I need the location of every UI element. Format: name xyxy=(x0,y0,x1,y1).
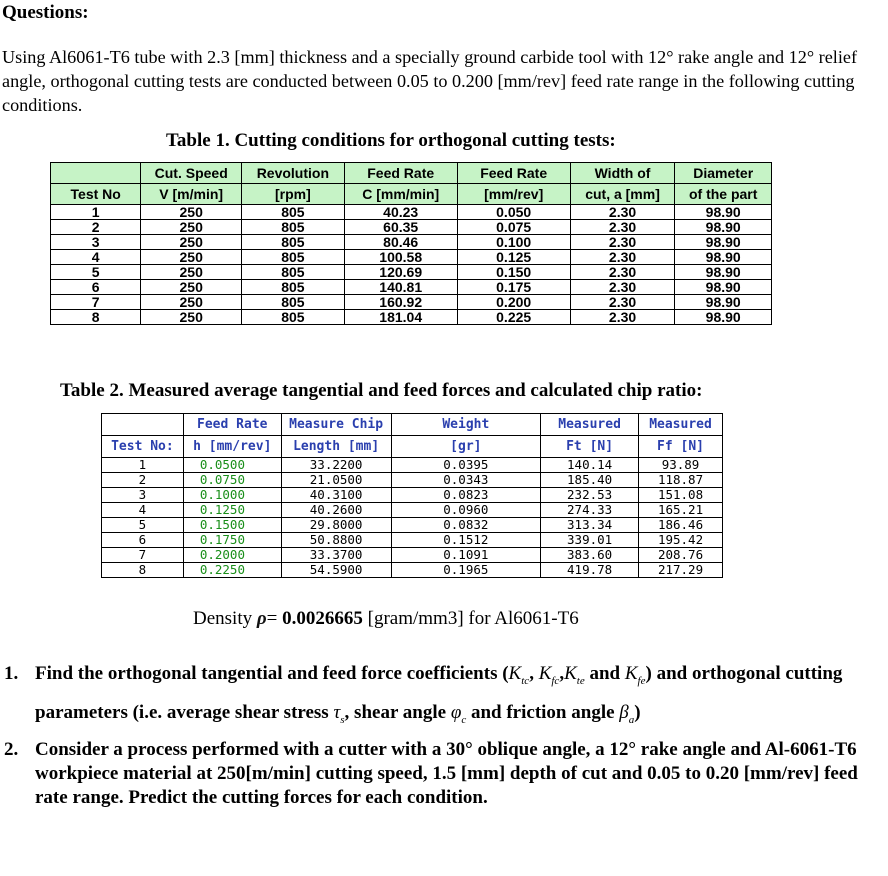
table2-cell: 208.76 xyxy=(639,548,723,563)
density-value: 0.0026665 xyxy=(282,608,363,629)
table1-cell: 98.90 xyxy=(675,265,772,280)
table1-cell: 2.30 xyxy=(570,310,675,325)
table2-cell: 0.0832 xyxy=(391,518,541,533)
table1-cell: 805 xyxy=(242,205,345,220)
k-te-symbol: $K_{te}$ xyxy=(564,663,585,687)
table1-header-cell: Cut. Speed xyxy=(141,163,242,184)
question-number: 2. xyxy=(4,738,19,760)
table2-cell: 232.53 xyxy=(541,488,639,503)
table2-header-cell: Measured xyxy=(541,414,639,436)
table2-header-cell: h [mm/rev] xyxy=(183,436,281,458)
table2-cell: 339.01 xyxy=(541,533,639,548)
table1-header-cell xyxy=(51,163,141,184)
table2-cell: 40.2600 xyxy=(281,503,391,518)
table1-cell: 0.125 xyxy=(457,250,570,265)
question-1: 1. Find the orthogonal tangential and feed force coefficients ($K_{tc}$, $K_{fc},K_{te}$ and $K_{fe}$) and orthogonal cutting parameters (i.e. average shear stress $\tau_s$, shear angle $\varphi_c$ and friction angle $\beta_a$) xyxy=(2,658,882,736)
table1-cell: 98.90 xyxy=(675,205,772,220)
table1-cell: 2.30 xyxy=(570,205,675,220)
phi-symbol: $\varphi_c$ xyxy=(450,701,467,726)
table1-cell: 6 xyxy=(51,280,141,295)
table2-cell: 50.8800 xyxy=(281,533,391,548)
table1-cell: 805 xyxy=(242,220,345,235)
table1-cell: 0.150 xyxy=(457,265,570,280)
table1-cell: 8 xyxy=(51,310,141,325)
table1-cell: 805 xyxy=(242,295,345,310)
table1-cell: 805 xyxy=(242,280,345,295)
table2-cell: 0.1091 xyxy=(391,548,541,563)
table2-header-top xyxy=(102,414,723,436)
table2-cell: 7 xyxy=(102,548,184,563)
table1-header-cell: Feed Rate xyxy=(344,163,457,184)
question-2 xyxy=(2,738,882,810)
table1-header-cell: Diameter xyxy=(675,163,772,184)
density-equals: = xyxy=(266,608,283,629)
table2-cell: 33.2200 xyxy=(281,458,391,473)
table2-cell: 0.1500 xyxy=(183,518,281,533)
table2-header-cell: Weight xyxy=(391,414,541,436)
table1-row xyxy=(51,310,772,325)
table1-cell: 1 xyxy=(51,205,141,220)
table1-cell: 2.30 xyxy=(570,250,675,265)
table2-header-cell xyxy=(102,414,184,436)
table2-cell: 419.78 xyxy=(541,563,639,578)
table2-cell: 217.29 xyxy=(639,563,723,578)
table1-cell: 2 xyxy=(51,220,141,235)
table2-cell: 0.1250 xyxy=(183,503,281,518)
table1-header-top xyxy=(51,163,772,184)
table1-cell: 160.92 xyxy=(344,295,457,310)
table1-cell: 98.90 xyxy=(675,250,772,265)
table1-header-cell: Revolution xyxy=(242,163,345,184)
table2-row xyxy=(102,563,723,578)
table1-cell: 0.100 xyxy=(457,235,570,250)
table2-cell: 1 xyxy=(102,458,184,473)
table1-header-cell: Feed Rate xyxy=(457,163,570,184)
table1-cell: 98.90 xyxy=(675,220,772,235)
question-text: , shear angle xyxy=(344,701,451,723)
table1-row xyxy=(51,265,772,280)
table2-cell: 4 xyxy=(102,503,184,518)
table2-cell: 29.8000 xyxy=(281,518,391,533)
table2-cell: 0.0395 xyxy=(391,458,541,473)
table1-cell: 2.30 xyxy=(570,235,675,250)
table2-row xyxy=(102,458,723,473)
table1-header-cell: Width of xyxy=(570,163,675,184)
table2-row xyxy=(102,533,723,548)
table2-header-bottom xyxy=(102,436,723,458)
table2-cell: 274.33 xyxy=(541,503,639,518)
table2-cell: 185.40 xyxy=(541,473,639,488)
table1-cell: 805 xyxy=(242,235,345,250)
table2-row xyxy=(102,488,723,503)
table1-cell: 2.30 xyxy=(570,265,675,280)
table2-cell: 8 xyxy=(102,563,184,578)
question-text: ) xyxy=(634,701,641,723)
table1-cell: 181.04 xyxy=(344,310,457,325)
table1-cell: 7 xyxy=(51,295,141,310)
table1-header-bottom xyxy=(51,184,772,205)
table1-header-cell: cut, a [mm] xyxy=(570,184,675,205)
table1-cell: 250 xyxy=(141,280,242,295)
table1-caption: Table 1. Cutting conditions for orthogonal cutting tests: xyxy=(166,130,616,151)
table1-cell: 250 xyxy=(141,295,242,310)
table2-cell: 0.2000 xyxy=(183,548,281,563)
k-fe-symbol: $K_{fe}$ xyxy=(624,663,646,687)
table1-cutting-conditions xyxy=(50,162,772,325)
table1-cell: 98.90 xyxy=(675,295,772,310)
table2-cell: 0.0500 xyxy=(183,458,281,473)
table1-cell: 100.58 xyxy=(344,250,457,265)
table1-cell: 250 xyxy=(141,250,242,265)
table1-row xyxy=(51,250,772,265)
table2-cell: 2 xyxy=(102,473,184,488)
table2-cell: 21.0500 xyxy=(281,473,391,488)
table1-cell: 98.90 xyxy=(675,310,772,325)
table2-cell: 40.3100 xyxy=(281,488,391,503)
table2-cell: 383.60 xyxy=(541,548,639,563)
table1-header-cell: Test No xyxy=(51,184,141,205)
k-fc-symbol: $K_{fc}$ xyxy=(538,663,560,687)
table2-cell: 93.89 xyxy=(639,458,723,473)
table1-cell: 120.69 xyxy=(344,265,457,280)
question-number: 1. xyxy=(4,663,19,684)
table2-cell: 151.08 xyxy=(639,488,723,503)
table1-cell: 805 xyxy=(242,250,345,265)
table1-cell: 0.225 xyxy=(457,310,570,325)
table2-cell: 0.1000 xyxy=(183,488,281,503)
table2-row xyxy=(102,548,723,563)
table1-cell: 98.90 xyxy=(675,280,772,295)
density-label: Density xyxy=(193,608,253,629)
table1-cell: 2.30 xyxy=(570,220,675,235)
page-heading: Questions: xyxy=(2,2,89,23)
table2-cell: 0.0823 xyxy=(391,488,541,503)
table2-row xyxy=(102,518,723,533)
table1-row xyxy=(51,295,772,310)
k-tc-symbol: $K_{tc}$ xyxy=(508,663,530,687)
table1-cell: 250 xyxy=(141,220,242,235)
table2-header-cell: Measured xyxy=(639,414,723,436)
table1-cell: 0.050 xyxy=(457,205,570,220)
table2-cell: 118.87 xyxy=(639,473,723,488)
density-units: [gram/mm3] for Al6061-T6 xyxy=(362,608,579,629)
table2-caption: Table 2. Measured average tangential and feed forces and calculated chip ratio: xyxy=(60,380,703,401)
question-text: Find the orthogonal tangential and feed force coefficients ( xyxy=(35,663,509,684)
table1-header-cell: [rpm] xyxy=(242,184,345,205)
table1-row xyxy=(51,220,772,235)
table1-cell: 250 xyxy=(141,205,242,220)
table1-cell: 0.175 xyxy=(457,280,570,295)
table2-header-cell: [gr] xyxy=(391,436,541,458)
table2-cell: 0.0960 xyxy=(391,503,541,518)
table2-cell: 165.21 xyxy=(639,503,723,518)
table2-cell: 313.34 xyxy=(541,518,639,533)
table2-header-cell: Ff [N] xyxy=(639,436,723,458)
question-text: and friction angle xyxy=(466,701,620,723)
table1-cell: 60.35 xyxy=(344,220,457,235)
table2-cell: 0.1512 xyxy=(391,533,541,548)
table1-header-cell: of the part xyxy=(675,184,772,205)
table2-cell: 5 xyxy=(102,518,184,533)
table1-cell: 0.075 xyxy=(457,220,570,235)
table1-header-cell: C [mm/min] xyxy=(344,184,457,205)
table2-row xyxy=(102,473,723,488)
table1-cell: 140.81 xyxy=(344,280,457,295)
table1-cell: 4 xyxy=(51,250,141,265)
table1-cell: 5 xyxy=(51,265,141,280)
table2-measured-forces xyxy=(101,413,723,578)
table2-header-cell: Test No: xyxy=(102,436,184,458)
table2-cell: 140.14 xyxy=(541,458,639,473)
table2-row xyxy=(102,503,723,518)
table1-header-cell: [mm/rev] xyxy=(457,184,570,205)
table1-cell: 98.90 xyxy=(675,235,772,250)
table1-cell: 2.30 xyxy=(570,280,675,295)
table1-cell: 250 xyxy=(141,235,242,250)
question-text: ) and orthogonal cutting parameters (i.e. average shear stress xyxy=(35,663,843,723)
beta-symbol: $\beta_a$ xyxy=(619,701,635,726)
table2-header-cell: Feed Rate xyxy=(183,414,281,436)
table2-cell: 0.1965 xyxy=(391,563,541,578)
table1-header-cell: V [m/min] xyxy=(141,184,242,205)
table2-header-cell: Measure Chip xyxy=(281,414,391,436)
question-text: and xyxy=(584,663,625,684)
table1-cell: 2.30 xyxy=(570,295,675,310)
tau-symbol: $\tau_s$ xyxy=(333,701,345,726)
intro-paragraph: Using Al6061-T6 tube with 2.3 [mm] thickness and a specially ground carbide tool with 12° rake angle and 12° relief angle, orthogonal cutting tests are conducted between 0.05 to 0.200 [mm/rev] feed rate range in the following cutting conditions. xyxy=(2,47,858,115)
table1-cell: 250 xyxy=(141,310,242,325)
table1-cell: 0.200 xyxy=(457,295,570,310)
table1-row xyxy=(51,280,772,295)
table2-cell: 0.1750 xyxy=(183,533,281,548)
table2-cell: 0.0750 xyxy=(183,473,281,488)
table2-cell: 54.5900 xyxy=(281,563,391,578)
density-line xyxy=(193,608,579,630)
questions-list xyxy=(2,658,882,810)
table1-cell: 80.46 xyxy=(344,235,457,250)
table2-cell: 186.46 xyxy=(639,518,723,533)
table2-cell: 3 xyxy=(102,488,184,503)
table2-header-cell: Ft [N] xyxy=(541,436,639,458)
table2-header-cell: Length [mm] xyxy=(281,436,391,458)
table2-cell: 0.0343 xyxy=(391,473,541,488)
table1-row xyxy=(51,205,772,220)
table2-cell: 0.2250 xyxy=(183,563,281,578)
table1-cell: 250 xyxy=(141,265,242,280)
table2-cell: 6 xyxy=(102,533,184,548)
table1-row xyxy=(51,235,772,250)
table2-cell: 195.42 xyxy=(639,533,723,548)
table1-cell: 3 xyxy=(51,235,141,250)
question-text: Consider a process performed with a cutter with a 30° oblique angle, a 12° rake angle and Al-6061-T6 workpiece material at 250[m/min] cutting speed, 1.5 [mm] depth of cut and 0.05 to 0.20 [mm/rev] feed rate range. Predict the cutting forces for each condition. xyxy=(35,738,858,808)
rho-symbol: ρ xyxy=(256,608,267,629)
table2-cell: 33.3700 xyxy=(281,548,391,563)
table1-cell: 805 xyxy=(242,310,345,325)
table1-cell: 40.23 xyxy=(344,205,457,220)
table1-cell: 805 xyxy=(242,265,345,280)
